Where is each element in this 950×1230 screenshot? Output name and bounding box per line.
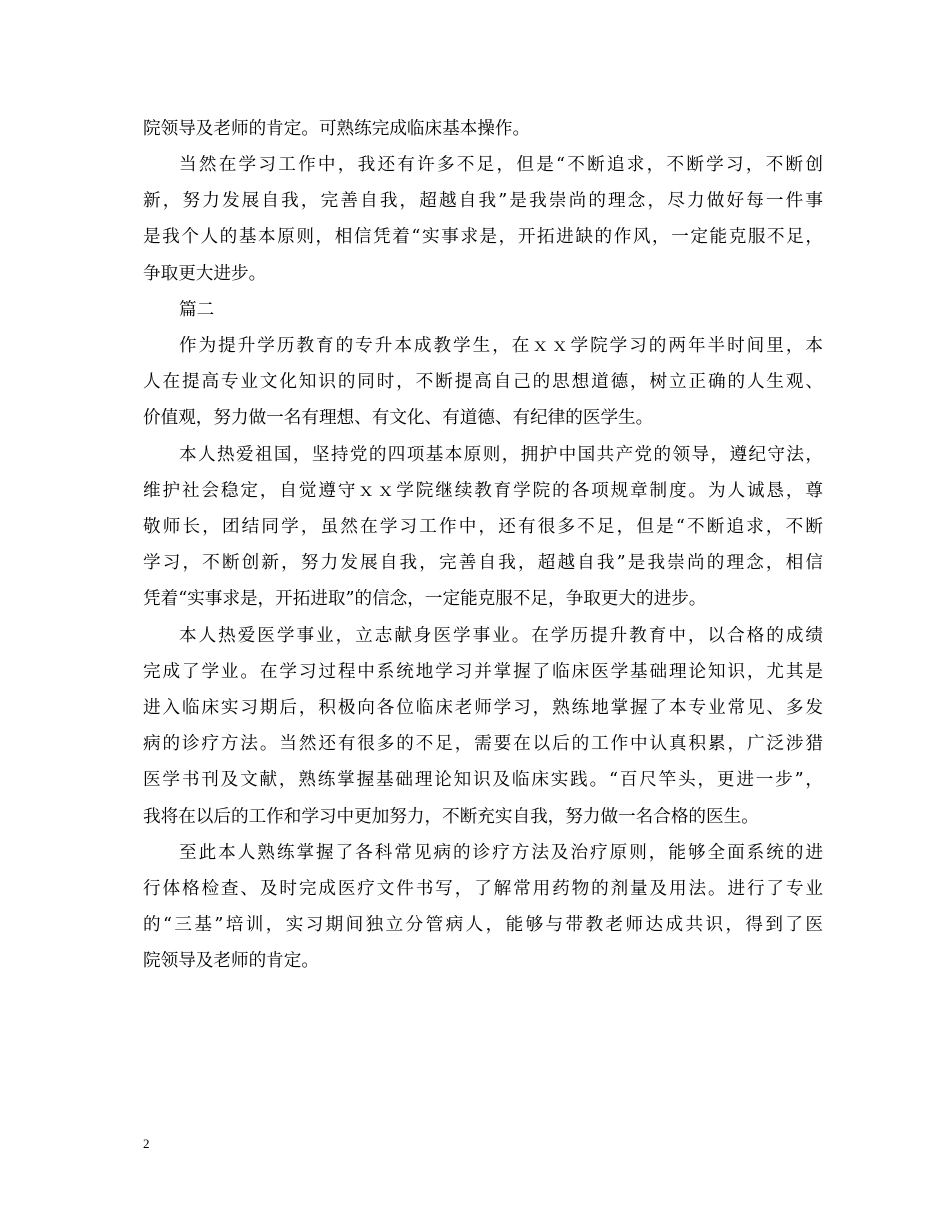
body-text-line: 至此本人熟练掌握了各科常见病的诊疗方法及治疗原则，能够全面系统的进	[179, 843, 823, 863]
page-number: 2	[143, 1136, 150, 1151]
body-text-line: 维护社会稳定，自觉遵守ｘｘ学院继续教育学院的各项规章制度。为人诚恳，尊	[143, 481, 823, 501]
body-text-line: 院领导及老师的肯定。可熟练完成临床基本操作。	[143, 119, 531, 139]
body-text-line: 价值观，努力做一名有理想、有文化、有道德、有纪律的医学生。	[143, 408, 654, 428]
body-text-line: 当然在学习工作中，我还有许多不足，但是“不断追求，不断学习，不断创	[179, 155, 823, 175]
body-text-line: 争取更大进步。	[143, 264, 267, 284]
body-text-line: 凭着“实事求是，开拓进取”的信念，一定能克服不足，争取更大的进步。	[143, 589, 707, 609]
body-text-line: 是我个人的基本原则，相信凭着“实事求是，开拓进缺的作风，一定能克服不足，	[143, 227, 823, 247]
body-text-line: 进入临床实习期后，积极向各位临床老师学习，熟练地掌握了本专业常见、多发	[143, 698, 823, 718]
body-text-line: 医学书刊及文献，熟练掌握基础理论知识及临床实践。“百尺竿头，更进一步”，	[143, 770, 823, 790]
body-text-line: 本人热爱祖国，坚持党的四项基本原则，拥护中国共产党的领导，遵纪守法，	[179, 445, 823, 465]
body-text-line: 敬师长，团结同学，虽然在学习工作中，还有很多不足，但是“不断追求，不断	[143, 517, 823, 537]
body-text-line: 院领导及老师的肯定。	[143, 951, 319, 971]
section-heading: 篇二	[179, 300, 215, 320]
body-text-line: 病的诊疗方法。当然还有很多的不足，需要在以后的工作中认真积累，广泛涉猎	[143, 734, 823, 754]
body-text-line: 本人热爱医学事业，立志献身医学事业。在学历提升教育中，以合格的成绩	[179, 626, 823, 646]
body-text-line: 人在提高专业文化知识的同时，不断提高自己的思想道德，树立正确的人生观、	[143, 372, 823, 392]
body-text-line: 的“三基”培训，实习期间独立分管病人，能够与带教老师达成共识，得到了医	[143, 915, 823, 935]
body-text-line: 我将在以后的工作和学习中更加努力，不断充实自我，努力做一名合格的医生。	[143, 807, 759, 827]
body-text-line: 完成了学业。在学习过程中系统地学习并掌握了临床医学基础理论知识，尤其是	[143, 662, 823, 682]
body-text-line: 新，努力发展自我，完善自我，超越自我”是我崇尚的理念，尽力做好每一件事	[143, 191, 823, 211]
body-text-line: 行体格检查、及时完成医疗文件书写，了解常用药物的剂量及用法。进行了专业	[143, 879, 823, 899]
body-text-line: 作为提升学历教育的专升本成教学生，在ｘｘ学院学习的两年半时间里，本	[179, 336, 823, 356]
body-text-line: 学习，不断创新，努力发展自我，完善自我，超越自我”是我崇尚的理念，相信	[143, 553, 823, 573]
